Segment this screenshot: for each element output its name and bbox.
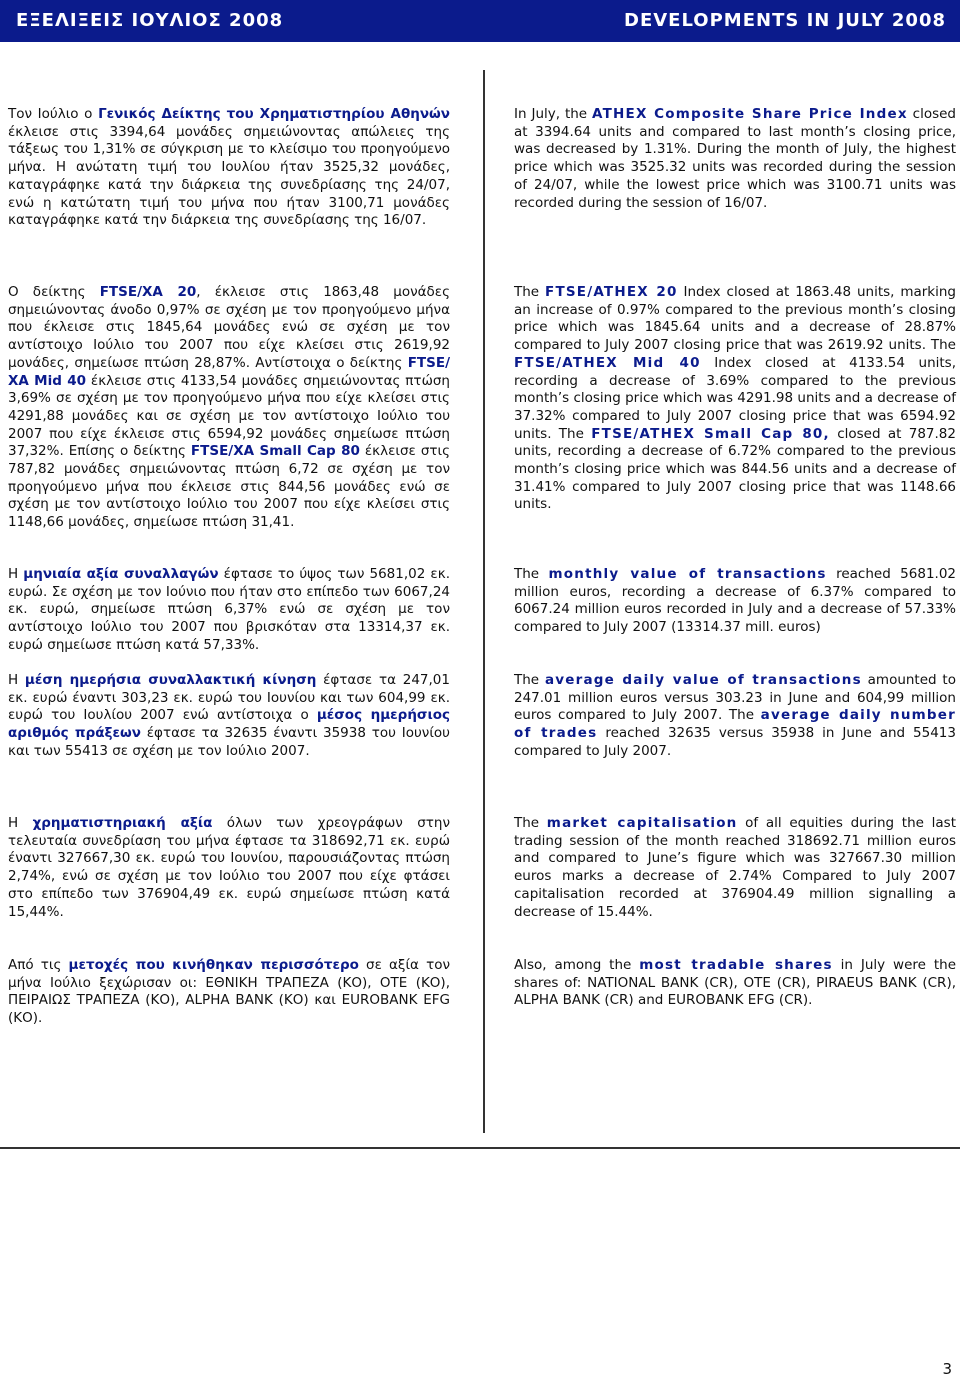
greek-paragraph — [8, 957, 450, 1028]
paragraph-text: Η — [8, 672, 25, 688]
highlighted-term: FTSE/ΧΑ 20 — [99, 284, 197, 300]
paragraph-text: , έκλεισε στις 1863,48 μονάδες σημειώνοντας άνοδο 0,97% σε σχέση με τον προηγούμενο μήνα που έκλεισε στις 1845,64 μονάδες ενώ σε σχέση με τον αντίστοιχο Ιούλιο του 2007 που είχε κλείσει στις 2619,92 μονάδες, σημείωσε πτώση 28,87%. Αντίστοιχα ο δείκτης — [8, 284, 450, 371]
highlighted-term: Γενικός Δείκτης του Χρηματιστηρίου Αθηνών — [98, 106, 450, 122]
paragraph-text: The — [514, 815, 547, 831]
paragraph-text: reached 5681.02 million euros, recording a decrease of 6.37% compared to 6067.24 million euros recorded in July and a decrease of 57.33% compared to July 2007 (13314.37 mill. euros) — [514, 566, 957, 636]
paragraph-text: Από τις — [8, 957, 69, 973]
page-number: 3 — [942, 1360, 952, 1378]
english-paragraph — [514, 106, 956, 212]
highlighted-term: ATHEX Composite Share Price Index — [592, 106, 908, 122]
english-paragraph — [514, 284, 956, 514]
paragraph-text: Also, among the — [514, 957, 640, 973]
paragraph-text: The — [514, 284, 546, 300]
english-paragraph — [514, 815, 956, 921]
paragraph-text: Τον Ιούλιο ο — [8, 106, 99, 122]
paragraph-text: Η — [8, 815, 33, 831]
paragraph-text: έκλεισε στις 4133,54 μονάδες σημειώνοντας πτώση 3,69% σε σχέση με τον προηγούμενο μήνα που είχε κλείσει στις 4291,88 μονάδες και σε σχέση με τον αντίστοιχο Ιούλιο του 2007 που είχε έκλεισε στις 6594,92 μονάδες σημείωσε πτώση 37,32%. Επίσης ο δείκτης — [8, 372, 450, 460]
english-paragraph — [514, 672, 956, 761]
paragraph-text: έφτασε τα 247,01 εκ. ευρώ έναντι 303,23 εκ. ευρώ του Ιουνίου και των 604,99 εκ. ευρώ του Ιουλίου 2007 ενώ αντίστοιχα ο — [8, 672, 450, 724]
greek-paragraph — [8, 815, 450, 921]
paragraph-text: έκλεισε στις 3394,64 μονάδες σημειώνοντας απώλειες της τάξεως του 1,31% σε σύγκριση με το κλείσιμο του προηγούμενο μήνα. Η ανώτατη τιμή του Ιουλίου ήταν 3525,32 μονάδες, καταγράφηκε κατά την διάρκεια της συνεδρίασης της 24/07, ενώ η κατώτατη τιμή του μήνα που ήταν 3100,71 μονάδες καταγράφηκε κατά την διάρκεια της συνεδρίασης της 16/07. — [8, 123, 450, 229]
highlighted-term: FTSE/ΧΑ Small Cap 80 — [190, 443, 360, 460]
highlighted-term: μέσος ημερήσιος αριθμός πράξεων — [8, 707, 450, 742]
paragraph-text: σε αξία τον μήνα Ιούλιο ξεχώρισαν οι: ΕΘΝΙΚΗ ΤΡΑΠΕΖΑ (ΚΟ), ΟΤΕ (ΚΟ), ΠΕΙΡΑΙΩΣ ΤΡΑΠΕΖΑ (ΚΟ), ALPHA BANK (ΚΟ) και EUROBANK EFG (ΚΟ). — [8, 957, 450, 1027]
paragraph-text: έκλεισε στις 787,82 μονάδες σημειώνοντας πτώση 6,72 σε σχέση με τον προηγούμενο μήνα που έκλεισε στις 844,56 μονάδες ενώ σε σχέση με τον αντίστοιχο Ιούλιο του 2007 που είχε κλείσει στις 1148,66 μονάδες, σημείωσε πτώση 31,41. — [8, 443, 450, 531]
paragraph-text: of all equities during the last trading session of the month reached 318692.71 million euros and compared to June’s figure which was 327667.30 million euros marks a decrease of 2.74% Compared to July 2007 capitalisation recorded at 376904.49 million signalling a decrease of 15.44%. — [514, 815, 956, 920]
section-rule — [0, 1147, 960, 1149]
column-divider — [483, 70, 485, 1133]
highlighted-term: FTSE/ATHEX Small Cap 80, — [591, 425, 830, 442]
highlighted-term: χρηματιστηριακή αξία — [32, 815, 213, 831]
highlighted-term: FTSE/ATHEX 20 — [545, 284, 678, 300]
paragraph-text: Index closed at 1863.48 units, marking an increase of 0.97% compared to the previous month’s closing price which was 1845.64 units and a decrease of 28.87% compared to July 2007 closing price that was 2619.92 units. The — [514, 284, 957, 354]
highlighted-term: market capitalisation — [546, 815, 738, 831]
paragraph-text: έφτασε τα 32635 έναντι 35938 του Ιουνίου και των 55413 σε σχέση με τον Ιούλιο 2007. — [8, 725, 450, 759]
paragraph-text: in July were the shares of: NATIONAL BANK (CR), OTE (CR), PIRAEUS BANK (CR), ALPHA BANK (CR) and EUROBANK EFG (CR). — [514, 957, 956, 1009]
greek-paragraph — [8, 672, 450, 761]
paragraph-text: closed at 787.82 units, recording a decrease of 6.72% compared to the previous month’s closing price which was 844.56 units and a decrease of 31.41% compared to July 2007 closing price that was 1148.66 units. — [514, 425, 956, 513]
header-title-greek: ΕΞΕΛΙΞΕΙΣ ΙΟΥΛΙΟΣ 2008 — [16, 10, 284, 31]
paragraph-text: The — [514, 566, 549, 582]
greek-paragraph — [8, 106, 450, 230]
english-paragraph — [514, 957, 956, 1010]
highlighted-term: FTSE/ΧΑ Mid 40 — [8, 354, 450, 389]
paragraph-text: Ο δείκτης — [8, 284, 100, 300]
paragraph-text: amounted to 247.01 million euros versus 303.23 in June and 604,99 million euros compared to July 2007. The — [514, 672, 956, 724]
paragraph-text: έφτασε το ύψος των 5681,02 εκ. ευρώ. Σε σχέση με τον Ιούνιο που ήταν στο επίπεδο των 6067,24 εκ. ευρώ, σημείωσε πτώση 6,37% ενώ σε σχέση με τον αντίστοιχο Ιούλιο του 2007 που βρισκόταν στα 13314,37 εκ. ευρώ σημείωσε πτώση κατά 57,33%. — [8, 566, 450, 653]
greek-paragraph — [8, 284, 450, 532]
highlighted-term: monthly value of transactions — [548, 566, 827, 582]
paragraph-text: reached 32635 versus 35938 in June and 55413 compared to July 2007. — [514, 725, 956, 759]
paragraph-text: In July, the — [514, 106, 593, 122]
highlighted-term: μηνιαία αξία συναλλαγών — [23, 566, 219, 582]
highlighted-term: average daily value of transactions — [544, 672, 862, 688]
highlighted-term: most tradable shares — [639, 957, 833, 973]
highlighted-term: μετοχές που κινήθηκαν περισσότερο — [68, 957, 359, 973]
header-title-english: DEVELOPMENTS IN JULY 2008 — [624, 10, 946, 31]
paragraph-text: closed at 3394.64 units and compared to last month’s closing price, was decreased by 1.31%. During the month of July, the highest price which was 3525.32 units was recorded during the session of 24/07, while the lowest price which was 3100.71 units was recorded during the session of 16/07. — [514, 106, 956, 211]
highlighted-term: FTSE/ATHEX Mid 40 — [514, 354, 701, 371]
paragraph-text: The — [514, 672, 545, 688]
page-header — [0, 0, 960, 42]
paragraph-text: Index closed at 4133.54 units, recording a decrease of 3.69% compared to the previous month’s closing price which was 4291.98 units and a decrease of 37.32% compared to July 2007 closing price that was 6594.92 units. The — [514, 354, 956, 442]
highlighted-term: μέση ημερήσια συναλλακτική κίνηση — [24, 672, 317, 688]
paragraph-text: όλων των χρεογράφων στην τελευταία συνεδρίαση του μήνα έφτασε τα 318692,71 εκ. ευρώ έναντι 327667,30 εκ. ευρώ του Ιουνίου, παρουσιάζοντας πτώση 2,74%, ενώ σε σχέση με τον Ιούλιο του 2007 που είχε φτάσει στο επίπεδο των 376904,49 εκ. ευρώ σημείωσε πτώση κατά 15,44%. — [8, 815, 450, 920]
greek-paragraph — [8, 566, 450, 655]
highlighted-term: average daily number of trades — [514, 707, 957, 742]
english-paragraph — [514, 566, 956, 637]
paragraph-text: Η — [8, 566, 24, 582]
